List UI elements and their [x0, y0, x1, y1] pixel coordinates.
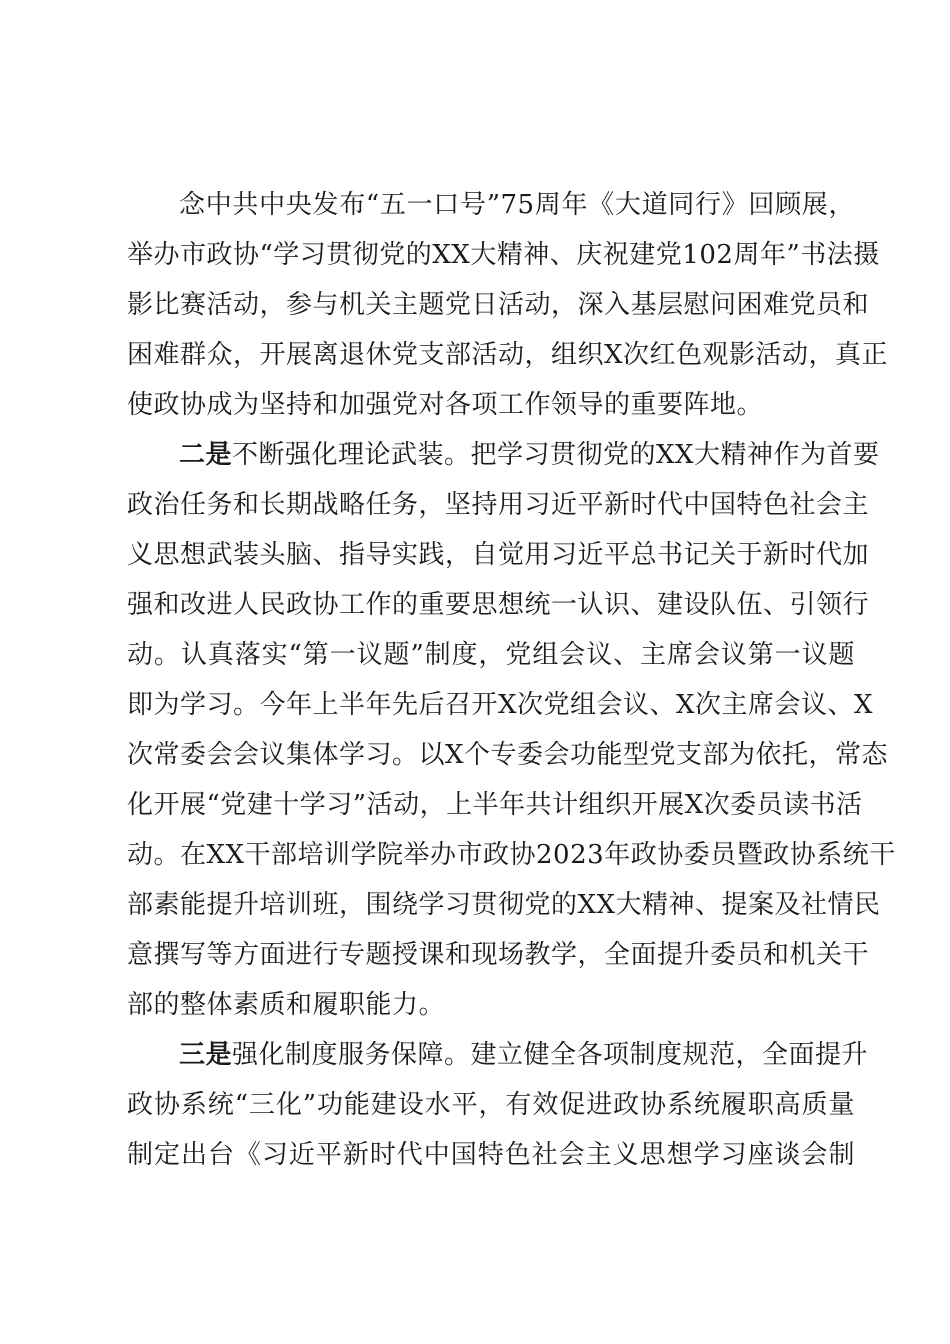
paragraph-first-line-rest: 强化制度服务保障。建立健全各项制度规范，全面提升	[232, 1040, 869, 1070]
text-line: 念中共中央发布“五一口号”75周年《大道同行》回顾展，	[179, 190, 855, 220]
paragraph-first-line-rest: 不断强化理论武装。把学习贯彻党的XX大精神作为首要	[232, 440, 880, 470]
text-line: 化开展“党建十学习”活动，上半年共计组织开展X次委员读书活	[127, 790, 863, 820]
paragraph-lead: 二是	[179, 440, 233, 470]
text-line: 制定出台《习近平新时代中国特色社会主义思想学习座谈会制	[127, 1140, 855, 1170]
text-line: 部素能提升培训班，围绕学习贯彻党的XX大精神、提案及社情民	[127, 890, 881, 920]
text-line: 次常委会会议集体学习。以X个专委会功能型党支部为依托，常态	[127, 740, 889, 770]
text-line: 动。认真落实“第一议题”制度，党组会议、主席会议第一议题	[127, 640, 855, 670]
text-line: 意撰写等方面进行专题授课和现场教学，全面提升委员和机关干	[127, 940, 870, 970]
text-line: 义思想武装头脑、指导实践，自觉用习近平总书记关于新时代加	[127, 540, 870, 570]
text-line: 动。在XX干部培训学院举办市政协2023年政协委员暨政协系统干	[127, 840, 896, 870]
text-line: 举办市政协“学习贯彻党的XX大精神、庆祝建党102周年”书法摄	[127, 240, 880, 270]
text-line: 影比赛活动，参与机关主题党日活动，深入基层慰问困难党员和	[127, 290, 870, 320]
text-line: 即为学习。今年上半年先后召开X次党组会议、X次主席会议、X	[127, 690, 874, 720]
text-line: 强和改进人民政协工作的重要思想统一认识、建设队伍、引领行	[127, 590, 870, 620]
text-line	[179, 1038, 869, 1072]
paragraph-lead: 三是	[179, 1040, 233, 1070]
text-line: 政协系统“三化”功能建设水平，有效促进政协系统履职高质量	[127, 1090, 855, 1120]
text-line	[179, 438, 880, 472]
text-line: 政治任务和长期战略任务，坚持用习近平新时代中国特色社会主	[127, 490, 870, 520]
text-line: 部的整体素质和履职能力。	[127, 990, 446, 1020]
text-line: 使政协成为坚持和加强党对各项工作领导的重要阵地。	[127, 390, 764, 420]
text-line: 困难群众，开展离退休党支部活动，组织X次红色观影活动，真正	[127, 340, 889, 370]
